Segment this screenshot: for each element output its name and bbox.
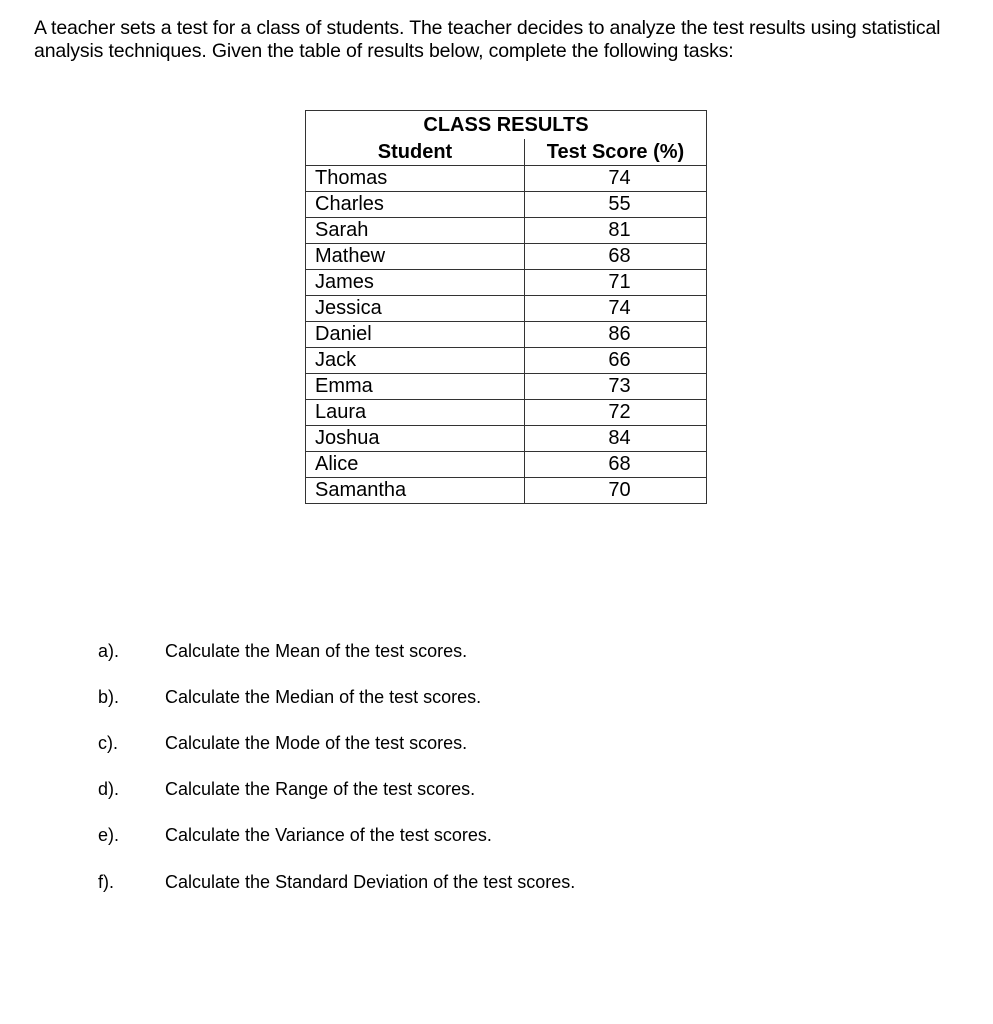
student-name: Laura bbox=[306, 400, 525, 426]
table-row bbox=[306, 244, 707, 270]
table-row bbox=[306, 478, 707, 504]
test-score: 71 bbox=[525, 270, 707, 296]
task-item-a bbox=[0, 638, 993, 664]
student-name: Samantha bbox=[306, 478, 525, 504]
task-text: Calculate the Mode of the test scores. bbox=[165, 733, 468, 753]
task-letter: b). bbox=[98, 687, 120, 707]
student-name: Sarah bbox=[306, 218, 525, 244]
task-item-b bbox=[0, 684, 993, 710]
test-score: 68 bbox=[525, 244, 707, 270]
task-text: Calculate the Range of the test scores. bbox=[165, 779, 476, 799]
task-item-c bbox=[0, 730, 993, 756]
task-letter: f). bbox=[98, 872, 114, 892]
table-row bbox=[306, 322, 707, 348]
test-score: 72 bbox=[525, 400, 707, 426]
test-score: 55 bbox=[525, 192, 707, 218]
student-name: Alice bbox=[306, 452, 525, 478]
task-text: Calculate the Standard Deviation of the test scores. bbox=[165, 872, 576, 892]
test-score: 66 bbox=[525, 348, 707, 374]
task-letter: c). bbox=[98, 733, 118, 753]
test-score: 73 bbox=[525, 374, 707, 400]
table-row bbox=[306, 270, 707, 296]
test-score: 84 bbox=[525, 426, 707, 452]
class-results-table bbox=[305, 110, 707, 504]
student-name: Daniel bbox=[306, 322, 525, 348]
task-item-e bbox=[0, 822, 993, 848]
task-text: Calculate the Mean of the test scores. bbox=[165, 641, 468, 661]
table-row bbox=[306, 374, 707, 400]
table-row bbox=[306, 218, 707, 244]
table-title: CLASS RESULTS bbox=[306, 111, 707, 140]
task-item-f bbox=[0, 869, 993, 895]
task-text: Calculate the Median of the test scores. bbox=[165, 687, 482, 707]
task-item-d bbox=[0, 776, 993, 802]
student-name: Mathew bbox=[306, 244, 525, 270]
test-score: 81 bbox=[525, 218, 707, 244]
student-name: Jack bbox=[306, 348, 525, 374]
table-row bbox=[306, 426, 707, 452]
task-letter: d). bbox=[98, 779, 120, 799]
test-score: 68 bbox=[525, 452, 707, 478]
table-row bbox=[306, 296, 707, 322]
test-score: 74 bbox=[525, 296, 707, 322]
student-name: James bbox=[306, 270, 525, 296]
task-letter: a). bbox=[98, 641, 120, 661]
column-header-student: Student bbox=[306, 139, 525, 166]
task-text: Calculate the Variance of the test scores. bbox=[165, 825, 492, 845]
table-row bbox=[306, 348, 707, 374]
student-name: Emma bbox=[306, 374, 525, 400]
student-name: Jessica bbox=[306, 296, 525, 322]
table-row bbox=[306, 400, 707, 426]
student-name: Charles bbox=[306, 192, 525, 218]
problem-statement: A teacher sets a test for a class of students. The teacher decides to analyze the test results using statistical analysis techniques. Given the table of results below, complete the following tasks: bbox=[34, 17, 941, 62]
test-score: 70 bbox=[525, 478, 707, 504]
task-letter: e). bbox=[98, 825, 120, 845]
student-name: Thomas bbox=[306, 166, 525, 192]
table-row bbox=[306, 452, 707, 478]
test-score: 86 bbox=[525, 322, 707, 348]
table-row bbox=[306, 166, 707, 192]
test-score: 74 bbox=[525, 166, 707, 192]
table-row bbox=[306, 192, 707, 218]
student-name: Joshua bbox=[306, 426, 525, 452]
column-header-score: Test Score (%) bbox=[525, 139, 707, 166]
